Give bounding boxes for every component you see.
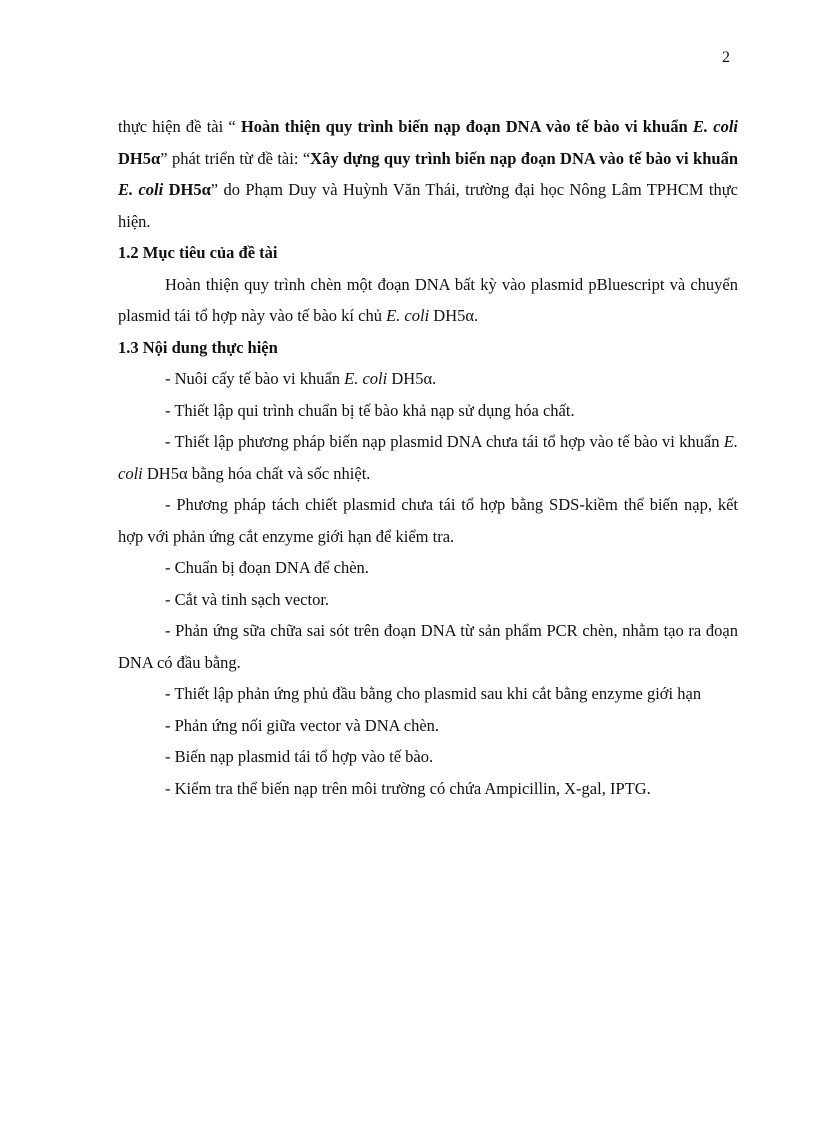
strain-name-2: DH5α (163, 180, 211, 199)
list-item: - Biến nạp plasmid tái tổ hợp vào tế bào. (165, 747, 434, 766)
list-item: - Phương pháp tách chiết plasmid chưa tái tổ hợp bằng SDS-kiềm thể biến nạp, kết hợp với phản ứng cắt enzyme giới hạn để kiểm tra. (118, 495, 738, 546)
list-item: - Thiết lập phản ứng phủ đầu bằng cho plasmid sau khi cắt bằng enzyme giới hạn (165, 684, 702, 703)
section-heading-1-2: 1.2 Mục tiêu của đề tài (118, 243, 278, 262)
page-number: 2 (722, 49, 730, 66)
strain-name: DH5α (118, 148, 161, 168)
objective-species: E. coli (386, 306, 430, 325)
objective-paragraph (118, 269, 738, 332)
list-item: - Phản ứng sữa chữa sai sót trên đoạn DNA từ sản phẩm PCR chèn, nhằm tạo ra đoạn DNA có đầu bằng. (118, 621, 738, 672)
objective-text: Hoàn thiện quy trình chèn một đoạn DNA bất kỳ vào plasmid pBluescript và chuyển plasmid tái tổ hợp này vào tế bào kí chủ (118, 274, 738, 325)
objective-strain: DH5α. (429, 306, 479, 325)
list-item: - Kiểm tra thể biến nạp trên môi trường có chứa Ampicillin, X-gal, IPTG. (165, 778, 651, 798)
list-item: - Phản ứng nối giữa vector và DNA chèn. (165, 715, 440, 735)
section-heading-1-3: 1.3 Nội dung thực hiện (118, 337, 278, 357)
list-item: - Nuôi cấy tế bào vi khuẩn E. coli DH5α. (165, 369, 437, 388)
intro-text-3: ” do Phạm Duy và Huỳnh Văn Thái, trường đại học Nông Lâm TPHCM thực hiện. (118, 180, 738, 231)
list-item: - Thiết lập qui trình chuẩn bị tế bào khả nạp sử dụng hóa chất. (165, 400, 575, 420)
species-name-2: E. coli (118, 180, 164, 199)
species-name: E. coli (692, 117, 738, 136)
intro-text-2: ” phát triển từ đề tài: “ (160, 148, 311, 168)
list-item: - Thiết lập phương pháp biến nạp plasmid DNA chưa tái tổ hợp vào tế bào vi khuẩn E. coli DH5α bằng hóa chất và sốc nhiệt. (118, 432, 738, 483)
thesis-title-bold: Hoàn thiện quy trình biến nạp đoạn DNA vào tế bào vi khuẩn (240, 117, 693, 136)
list-item: - Cắt và tinh sạch vector. (165, 589, 330, 609)
intro-text-1: thực hiện đề tài “ (118, 117, 241, 136)
document-body (118, 111, 738, 804)
content-list (118, 363, 738, 804)
list-item: - Chuẩn bị đoạn DNA để chèn. (165, 558, 369, 577)
origin-title-bold: Xây dựng quy trình biến nạp đoạn DNA vào tế bào vi khuẩn (310, 148, 738, 168)
intro-paragraph (118, 111, 738, 237)
